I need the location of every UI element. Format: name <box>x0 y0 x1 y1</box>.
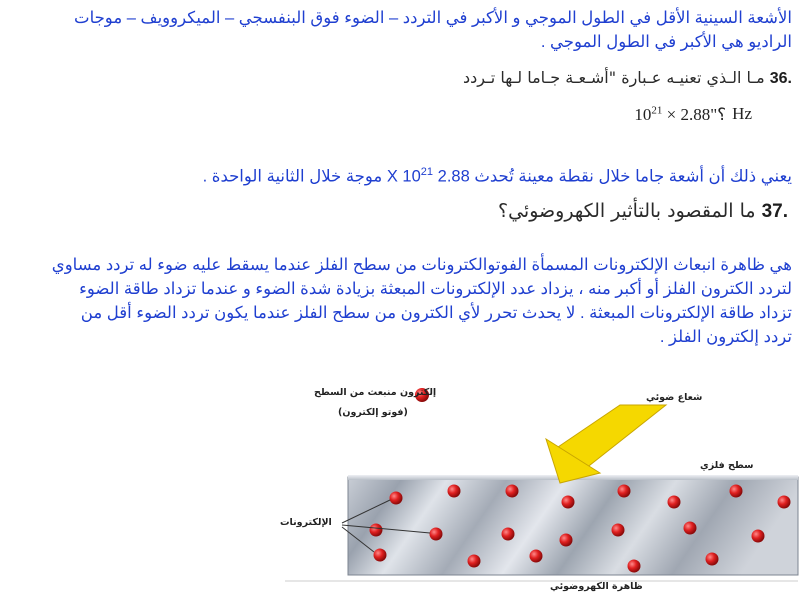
answer-36-rest: موجة خلال الثانية الواحدة . <box>202 167 387 186</box>
electron <box>390 492 403 505</box>
answer-36 <box>8 160 792 189</box>
electron <box>530 550 543 563</box>
photoelectric-figure <box>250 375 800 600</box>
question-36-frequency <box>634 104 752 125</box>
answer-37-line-3: تزداد طاقة الإلكترونات المبعثة . لا يحدث تحرر لأي الكترون من سطح الفلز عندما يكون تردد الضوء أقل من <box>80 304 792 322</box>
electron <box>618 485 631 498</box>
answer-37-line-1: هي ظاهرة انبعاث الإلكترونات المسمأة الفوتوالكترونات من سطح الفلز عندما يسقط عليه ضوء له تردد مساوي <box>51 256 792 274</box>
answer-37-line-4: تردد إلكترون الفلز . <box>659 328 792 346</box>
electron <box>374 549 387 562</box>
label-photoelectron: (فوتو إلكترون) <box>338 407 408 418</box>
electron <box>562 496 575 509</box>
electron <box>778 496 791 509</box>
label-electrons: الإلكترونات <box>280 517 332 528</box>
electron <box>430 528 443 541</box>
electron <box>752 530 765 543</box>
freq-unit: Hz <box>732 104 752 123</box>
question-36 <box>8 68 792 88</box>
label-light-ray: شعاع ضوئي <box>646 392 703 403</box>
figure-caption: ظاهرة الكهروضوئي <box>550 581 643 592</box>
answer-36-exponent: 21 <box>420 166 434 178</box>
electron <box>628 560 641 573</box>
electron <box>612 524 625 537</box>
electron <box>684 522 697 535</box>
electron <box>502 528 515 541</box>
answer-37 <box>8 253 792 349</box>
light-ray-arrow <box>546 405 666 483</box>
question-37-text: ما المقصود بالتأثير الكهروضوئي؟ <box>498 200 756 222</box>
intro-line-1: الأشعة السينية الأقل في الطول الموجي و الأكبر في التردد – الضوء فوق البنفسجي – الميكروويف – موجات <box>74 9 792 27</box>
intro-line-2: الراديو هي الأكبر في الطول الموجي . <box>540 33 792 51</box>
electron <box>560 534 573 547</box>
freq-exponent: 21 <box>651 104 663 116</box>
photoelectric-diagram <box>250 375 800 600</box>
question-37-number: .37 <box>761 201 788 222</box>
label-emitted-electron: إلكترون منبعث من السطح <box>314 387 437 398</box>
electron <box>730 485 743 498</box>
question-36-number: .36 <box>769 70 792 87</box>
electron <box>468 555 481 568</box>
electron <box>448 485 461 498</box>
question-36-text: مـا الـذي تعنيـه عـبارة "أشـعـة جـاما لـها تـردد <box>463 68 765 87</box>
question-37 <box>4 200 788 223</box>
electron <box>706 553 719 566</box>
label-metal-surface: سطح فلزي <box>700 460 754 471</box>
freq-value: ؟"2.88 × 10 <box>634 104 727 124</box>
answer-36-main: يعني ذلك أن أشعة جاما خلال نقطة معينة تُحدث 2.88 X 10 <box>386 167 792 186</box>
electron <box>506 485 519 498</box>
electron <box>668 496 681 509</box>
answer-37-line-2: لتردد الكترون الفلز أو أكبر منه ، يزداد عدد الإلكترونات المبعثة بزيادة شدة الضوء و عندما تزداد طاقة الضوء <box>79 280 792 298</box>
intro-paragraph <box>8 6 792 54</box>
electron <box>370 524 383 537</box>
